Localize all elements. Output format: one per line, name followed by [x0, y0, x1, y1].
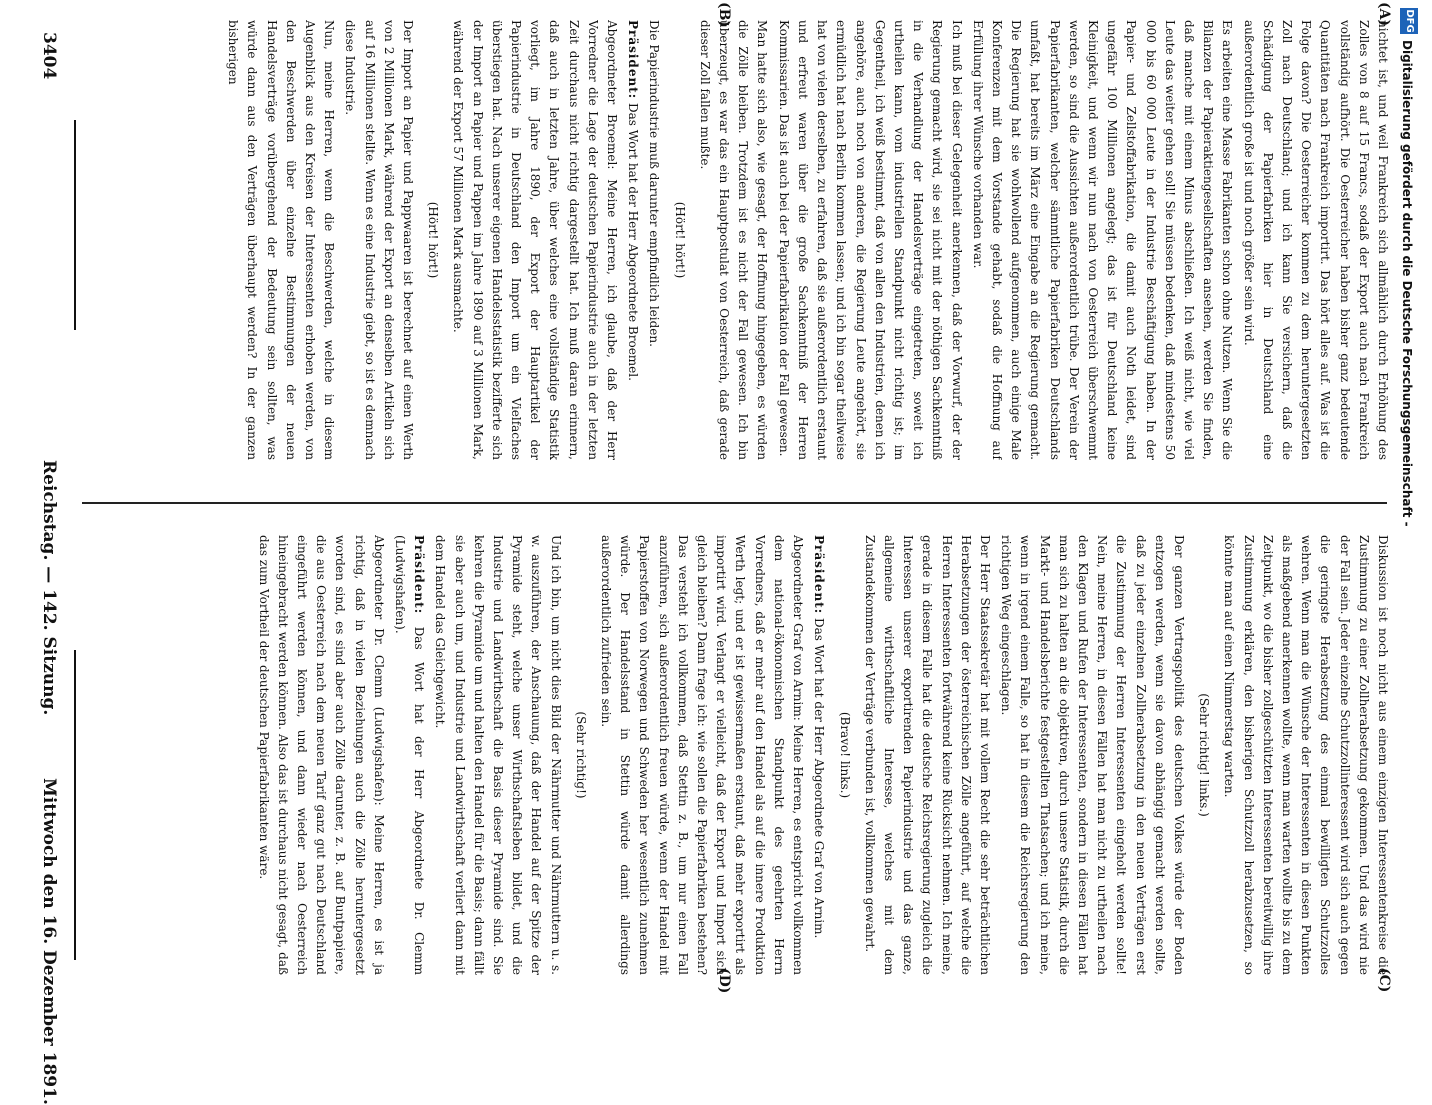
right-paragraph: Der Herr Staatssekretär hat mit vollem Recht die sehr beträchtlichen Herabsetzungen der österreichischen Zölle angeführt, auf welche die Herren Interessenten fortwährend keine Rücksicht nehmen. Ich meine, gerade in diesem Falle hat die deutsche Reichsregierung zugleich die Interessen unserer exportirenden Papierindustrie und das ganze, allgemeine wirthschaftliche Interesse, welches mit dem Zustandekommen der Verträge verbunden ist, vollkommen gewahrt.: [862, 535, 992, 975]
margin-letter-d: (D): [716, 968, 732, 994]
president-remark: [623, 20, 642, 460]
speaker-text: Das Wort hat der Herr Abgeordnete Graf von Arnim.: [812, 618, 827, 939]
right-paragraph: Abgeordneter Dr. Clemm (Ludwigshafen): Meine Herren, es ist ja richtig, daß in vielen Beziehungen auch die Zölle heruntergesetzt worden sind, es sind aber auch Zölle darunter, z. B. auf Buntpapiere, die aus Oesterreich nach dem neuen Tarif ganz gut nach Deutschland eingeführt werden können, und dann wieder nach Oesterreich hineingebracht werden können. Also das ist durchaus nicht gesagt, daß das zum Vortheil der deutschen Papierfabrikanten wäre.: [256, 535, 386, 975]
left-paragraph: Die Papierindustrie muß darunter empfindlich leiden.: [647, 20, 662, 347]
speaker-label: Präsident:: [412, 535, 427, 615]
right-column: [82, 535, 1392, 975]
interjection: (Sehr richtig! links.): [1197, 693, 1212, 817]
digitization-credit: Digitalisierung gefördert durch die Deutsche Forschungsgemeinschaft -: [1400, 40, 1414, 527]
right-paragraph: Und ich bin, um nicht dies Bild der Nährmutter und Nährmuttern u. s. w. auszuführen, der Anschauung, daß der Handel auf der Spitze der Pyramide steht, welche unser Wirthschaftsleben bildet, und die Industrie und Landwirthschaft die Basis dieser Pyramide sind. Sie kehren die Pyramide um und halten den Handel für die Basis; dann fällt sie aber auch um, und Industrie und Landwirthschaft verliert dann mit dem Handel das Gleichgewicht.: [433, 535, 563, 975]
left-paragraph: Es arbeiten eine Masse Fabrikanten schon ohne Nutzen. Wenn Sie die Bilanzen der Papieraktiengesellschaften ansehen, werden Sie finden, daß manche mit einem Minus abschließen. Ich weiß nicht, wie viel Leute das weiter gehen soll! Sie müssen bedenken, daß mindestens 50 000 bis 60 000 Leute in der Industrie Beschäftigung haben. In der Papier- und Zellstoffabrikation, die damit auch Noth leidet, sind ungefähr 100 Millionen angelegt; das ist für Deutschland keine Kleinigkeit, und wenn wir nun nach von Oesterreich überschwemmt werden, so sind die Aussichten außerordentlich trübe. Der Verein der Papierfabrikanten, welcher sämmtliche Papierfabriken Deutschlands umfaßt, hat bereits im März eine Eingabe an die Regierung gemacht. Die Regierung hat sie wohlwollend aufgenommen, auch einige Male Konferenzen mit dem Vorstande gehabt, sodaß die Hoffnung auf Erfüllung ihrer Wünsche vorhanden war.: [970, 20, 1235, 460]
dfg-logo: DFG: [1400, 8, 1418, 34]
president-remark: [809, 535, 828, 975]
margin-letter-c: (C): [1376, 968, 1392, 993]
right-paragraph: Diskussion ist noch nicht aus einem einzigen Interessentenkreise die Zustimmung zu einer Zollherabsetzung gekommen. Und das wird nie der Fall sein. Jeder einzelne Schutzzollinteressent wird sich auch gegen die geringste Herabsetzung des einmal bewilligten Schutzzolles wehren. Wenn man die Wünsche der Interessenten in diesen Punkten als maßgebend anerkennen wollte, wenn man warten wollte bis zu dem Zeitpunkt, wo die bisher zollgeschützten Interessenten bereitwillig ihre Zustimmung erklären, den bisherigen Schutzzoll herabzusetzen, so könnte man auf einen Nimmerstag warten.: [1222, 535, 1390, 975]
left-paragraph: Der Import an Papier und Pappwaaren ist berechnet auf einen Werth von 2 Millionen Mark, während der Export an denselben Artikeln sich auf 16 Millionen stellte. Wenn es eine Industrie giebt, so ist es demnach diese Industrie.: [343, 20, 416, 460]
left-paragraph: Nun, meine Herren, wenn die Beschwerden, welche in diesem Augenblick aus den Kreisen der Interessenten erhoben werden, von den Beschwerden über einzelne Bestimmungen der neuen Handelsverträge vorübergehend der Bedeutung sein sollten, was würde dann aus den Verträgen überhaupt werden? In der ganzen bisherigen: [226, 20, 337, 460]
margin-letter-a: (A): [1376, 2, 1392, 27]
interjection: (Bravo! links.): [837, 711, 852, 799]
column-divider: [82, 502, 1387, 504]
page-number: 3404: [39, 32, 59, 80]
left-paragraph: Ich muß bei dieser Gelegenheit anerkennen, daß der Vorwurf, der der Regierung gemacht wird, sie sei nicht mit der nöthigen Sachkenntniß in die Verhandlung der Handelsverträge eingetreten, soweit ich urtheilen kann, vom industriellen Standpunkt nicht richtig ist; im Gegentheil, ich weiß bestimmt, daß von allen den Industrien, denen ich angehöre, auch noch von anderen, die Regierung Leute angehört, sie ermüdlich hat nach Berlin kommen lassen; und ich bin sogar theilweise hat von vielen derselben, zu erfahren, daß sie außerordentlich erstaunt und erfreut waren über die große Sachkenntniß der Herren Kommissarien. Das ist auch bei der Papierfabrikation der Fall gewesen.: [776, 20, 964, 460]
left-paragraph: Abgeordneter Broemel: Meine Herren, ich glaube, daß der Herr Vorredner die Lage der deutschen Papierindustrie auch in der letzten Zeit durchaus nicht richtig dargestellt hat. Ich muß daran erinnern, daß auch in letzten Jahre, über welches eine vollständige Statistik vorliegt, im Jahre 1890, der Export der Hauptartikel der Papierindustrie in Deutschland den Import um ein Vielfaches überstiegen hat. Nach unserer eigenen Handelsstatistik bezifferte sich der Import an Papier und Pappen im Jahre 1890 auf 3 Millionen Mark, während der Export 57 Millionen Mark ausmachte.: [451, 20, 620, 460]
speaker-text: Das Wort hat der Herr Abgeordnete Broemel.: [626, 103, 641, 381]
interjection: (Hört! hört!): [426, 201, 441, 279]
margin-letter-b: (B): [716, 2, 732, 28]
president-remark: [390, 535, 428, 975]
left-column: [82, 20, 1392, 460]
right-paragraph: Abgeordneter Graf von Arnim: Meine Herren, es entspricht vollkommen dem national-ökonomischen Standpunkt des geehrten Herrn Vorredners, daß er mehr auf den Handel als auf die innere Produktion Werth legt; und er ist gewissermaßen erstaunt, daß mehr exportirt als importirt wird. Verlangt er vielleicht, daß der Export und Import sich gleich bleiben? Dann frage ich: wie sollen die Papierfabriken bestehen? Das versteht ich vollkommen, daß Stettin z. B., um nur einen Fall anzuführen, sich außerordentlich freuen würde, wenn der Handel mit Papierstoffen von Norwegen und Schweden her wesentlich zunehmen würde. Der Handelsstand in Stettin würde damit allerdings außerordentlich zufrieden sein.: [599, 535, 806, 975]
right-paragraph: Der ganzen Vertragspolitik des deutschen Volkes würde der Boden entzogen werden, wenn sie davon abhängig gemacht werden sollte, daß zu jeder einzelnen Zollherabsetzung in den neuen Verträgen erst die Zustimmung der Herren Interessenten eingeholt werden sollte! Nein, meine Herren, in diesen Fällen hat man nicht zu urtheilen nach den Klagen und Rufen der Interessenten, sondern in diesen Fällen hat man sich zu halten an die objektiven, durch unsere Statistik, durch die Markt- und Handelsberichte festgestellten Thatsachen; und ich meine, wenn in irgend einem Falle, so hat in diesem die Reichsregierung den richtigen Weg eingeschlagen.: [999, 535, 1186, 975]
session-title: Reichstag. — 142. Sitzung.: [39, 460, 59, 716]
left-paragraph: Man hatte sich also, wie gesagt, der Hoffnung hingegeben, es würden die Zölle bleiben. Trotzdem ist es nicht der Fall gewesen. Ich bin überzeugt, es war das ein Hauptpostulat von Oesterreich, daß gerade dieser Zoll fallen mußte.: [697, 20, 770, 460]
interjection: (Hört! hört!): [672, 201, 687, 279]
speaker-text: Das Wort hat der Herr Abgeordnete Dr. Clemm (Ludwigshafen).: [393, 535, 427, 975]
session-date: Mittwoch den 16. Dezember 1891.: [39, 778, 59, 1105]
speaker-label: Präsident:: [626, 20, 641, 100]
interjection: (Sehr richtig!): [573, 711, 588, 799]
speaker-label: Präsident:: [812, 535, 827, 615]
left-paragraph: nichtet ist, und weil Frankreich sich allmählich durch Erhöhung des Zolles von 8 auf 15 Francs, sodaß der Export auch nach Frankreich vollständig aufhört. Die Oesterreicher haben bisher ganz bedeutende Quantitäten nach Frankreich importirt. Das hört alles auf. Was ist die Folge davon? Die Oesterreicher kommen zu dem heruntergesetzten Zoll nach Deutschland; und ich kann Sie versichern, daß die Schädigung der Papierfabriken hier in Deutschland eine außerordentlich große ist und noch größer sein wird.: [1241, 20, 1390, 460]
